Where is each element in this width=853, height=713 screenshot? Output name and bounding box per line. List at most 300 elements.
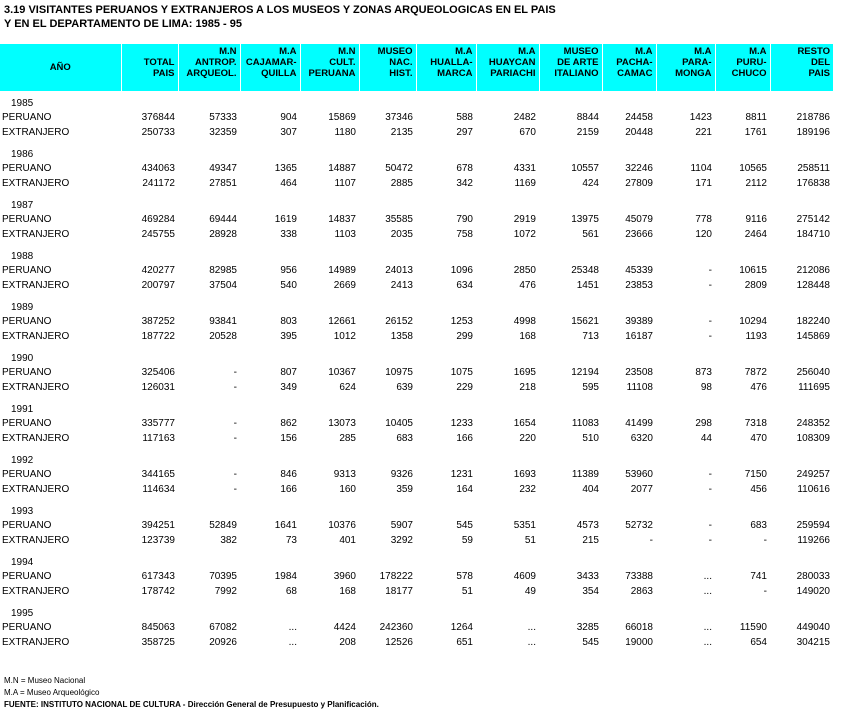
header-column	[770, 44, 833, 91]
table-cell: 595	[582, 382, 599, 393]
year-label: 1995	[11, 608, 34, 619]
table-cell: 588	[456, 112, 473, 123]
header-line: ANTROP.	[194, 57, 237, 68]
row-label: EXTRANJERO	[2, 178, 70, 189]
table-cell: 434063	[141, 163, 175, 174]
table-cell: 2159	[576, 127, 599, 138]
table-cell: ...	[288, 622, 297, 633]
table-cell: 1233	[450, 418, 473, 429]
table-cell: 51	[461, 586, 473, 597]
header-line	[122, 46, 175, 57]
header-line: M.N	[338, 46, 356, 57]
table-cell: 275142	[796, 214, 830, 225]
table-cell: 803	[280, 316, 297, 327]
table-cell: 2135	[390, 127, 413, 138]
table-cell: 212086	[796, 265, 830, 276]
table-cell: 1096	[450, 265, 473, 276]
table-cell: -	[233, 382, 237, 393]
table-cell: 395	[280, 331, 297, 342]
table-cell: 956	[280, 265, 297, 276]
table-row	[0, 416, 833, 431]
row-label: PERUANO	[2, 214, 52, 225]
table-cell: 862	[280, 418, 297, 429]
table-cell: 11389	[571, 469, 599, 480]
table-cell: 476	[750, 382, 767, 393]
table-cell: 4609	[513, 571, 536, 582]
table-cell: 176838	[796, 178, 830, 189]
table-cell: 232	[519, 484, 536, 495]
table-cell: 1641	[274, 520, 297, 531]
table-cell: 256040	[796, 367, 830, 378]
table-cell: 683	[750, 520, 767, 531]
header-line: QUILLA	[261, 68, 297, 79]
table-cell: 678	[456, 163, 473, 174]
header-line: HUALLA-	[430, 57, 473, 68]
table-cell: 1358	[390, 331, 413, 342]
table-cell: ...	[703, 586, 712, 597]
table-row	[0, 161, 833, 176]
table-cell: 69444	[209, 214, 237, 225]
table-cell: 1695	[513, 367, 536, 378]
table-cell: 713	[582, 331, 599, 342]
header-line: M.A	[518, 46, 536, 57]
year-row	[0, 599, 833, 620]
table-cell: 1264	[450, 622, 473, 633]
table-cell: 27809	[625, 178, 653, 189]
table-cell: 758	[456, 229, 473, 240]
year-label: 1989	[11, 302, 34, 313]
header-line: MONGA	[675, 68, 712, 79]
table-cell: 2669	[333, 280, 356, 291]
table-cell: 358725	[141, 637, 175, 648]
table-cell: 57333	[209, 112, 237, 123]
table-cell: 229	[456, 382, 473, 393]
header-line: MUSEO	[563, 46, 599, 57]
table-cell: 285	[339, 433, 356, 444]
table-cell: 741	[750, 571, 767, 582]
header-line: M.A	[749, 46, 767, 57]
table-cell: 1193	[745, 331, 767, 342]
header-line: PAIS	[808, 68, 830, 79]
table-cell: 184710	[796, 229, 830, 240]
table-cell: 259594	[796, 520, 830, 531]
table-cell: 68	[285, 586, 297, 597]
header-line: DEL	[811, 57, 830, 68]
table-cell: 249257	[796, 469, 830, 480]
header-line: AÑO	[49, 62, 71, 73]
table-cell: 53960	[625, 469, 653, 480]
table-cell: 299	[456, 331, 473, 342]
table-cell: -	[708, 469, 712, 480]
table-cell: 23853	[625, 280, 653, 291]
header-line: PARIACHI	[490, 68, 536, 79]
header-line: HIST.	[389, 68, 413, 79]
table-cell: 168	[339, 586, 356, 597]
table-cell: 128448	[796, 280, 830, 291]
year-label: 1987	[11, 200, 34, 211]
table-cell: 1075	[450, 367, 473, 378]
table-cell: 7318	[744, 418, 767, 429]
table-cell: -	[763, 535, 767, 546]
table-cell: 7872	[744, 367, 767, 378]
year-row	[0, 191, 833, 212]
table-subtitle: Y EN EL DEPARTAMENTO DE LIMA: 1985 - 95	[4, 18, 242, 30]
table-cell: 123739	[141, 535, 175, 546]
table-cell: 12661	[328, 316, 356, 327]
table-cell: 387252	[141, 316, 175, 327]
table-cell: 93841	[209, 316, 237, 327]
table-cell: 335777	[141, 418, 175, 429]
table-cell: 1619	[274, 214, 297, 225]
table-cell: 349	[280, 382, 297, 393]
table-cell: 2919	[513, 214, 536, 225]
table-cell: 639	[396, 382, 413, 393]
year-row	[0, 497, 833, 518]
table-cell: 20528	[209, 331, 237, 342]
table-cell: ...	[703, 637, 712, 648]
table-cell: 10557	[571, 163, 599, 174]
row-label: EXTRANJERO	[2, 331, 70, 342]
table-cell: -	[708, 331, 712, 342]
table-cell: 280033	[796, 571, 830, 582]
table-cell: 24458	[625, 112, 653, 123]
table-cell: 258511	[797, 163, 830, 174]
table-cell: -	[708, 280, 712, 291]
header-column	[539, 44, 602, 91]
table-cell: 359	[396, 484, 413, 495]
table-cell: 52732	[625, 520, 653, 531]
header-line: M.A	[455, 46, 473, 57]
table-cell: 2482	[513, 112, 536, 123]
table-cell: 561	[582, 229, 599, 240]
header-line: CAMAC	[617, 68, 653, 79]
table-cell: 49347	[209, 163, 237, 174]
table-cell: 39389	[625, 316, 653, 327]
table-row	[0, 314, 833, 329]
header-line: DE ARTE	[557, 57, 599, 68]
year-label: 1985	[11, 98, 34, 109]
table-cell: 3285	[576, 622, 599, 633]
table-cell: 469284	[141, 214, 175, 225]
table-cell: 807	[280, 367, 297, 378]
table-cell: -	[233, 484, 237, 495]
table-cell: 3292	[390, 535, 413, 546]
table-cell: 45339	[625, 265, 653, 276]
header-column	[240, 44, 300, 91]
table-cell: 13073	[328, 418, 356, 429]
source-note: FUENTE: INSTITUTO NACIONAL DE CULTURA - Dirección General de Presupuesto y Planificación.	[4, 700, 379, 709]
table-cell: 2464	[744, 229, 767, 240]
header-line: PACHA-	[616, 57, 653, 68]
table-row	[0, 518, 833, 533]
table-cell: 778	[695, 214, 712, 225]
header-column	[416, 44, 476, 91]
table-cell: 98	[700, 382, 712, 393]
table-cell: 10565	[739, 163, 767, 174]
table-cell: 338	[280, 229, 297, 240]
table-cell: 404	[582, 484, 599, 495]
table-cell: 250733	[141, 127, 175, 138]
table-cell: 10405	[385, 418, 413, 429]
table-cell: 82985	[209, 265, 237, 276]
table-cell: 178742	[141, 586, 175, 597]
table-cell: 420277	[141, 265, 175, 276]
table-cell: 15621	[571, 316, 599, 327]
table-cell: 18177	[385, 586, 413, 597]
row-label: PERUANO	[2, 469, 52, 480]
table-cell: 2863	[630, 586, 653, 597]
table-cell: 624	[339, 382, 356, 393]
table-cell: 108309	[796, 433, 830, 444]
row-label: EXTRANJERO	[2, 382, 70, 393]
table-row	[0, 227, 833, 242]
header-column	[602, 44, 656, 91]
table-cell: 10615	[739, 265, 767, 276]
table-cell: 382	[220, 535, 237, 546]
table-row	[0, 110, 833, 125]
table-cell: 545	[582, 637, 599, 648]
row-label: PERUANO	[2, 112, 52, 123]
table-cell: 178222	[379, 571, 413, 582]
table-cell: 2077	[630, 484, 653, 495]
row-label: EXTRANJERO	[2, 229, 70, 240]
table-cell: 578	[456, 571, 473, 582]
table-cell: 182240	[796, 316, 830, 327]
year-label: 1990	[11, 353, 34, 364]
row-label: EXTRANJERO	[2, 280, 70, 291]
table-cell: 304215	[796, 637, 830, 648]
year-row	[0, 242, 833, 263]
table-cell: 164	[456, 484, 473, 495]
row-label: EXTRANJERO	[2, 433, 70, 444]
table-cell: 189196	[796, 127, 830, 138]
table-cell: 790	[456, 214, 473, 225]
year-row	[0, 91, 833, 110]
table-cell: 66018	[625, 622, 653, 633]
table-cell: 470	[750, 433, 767, 444]
table-cell: 73388	[625, 571, 653, 582]
table-cell: 297	[456, 127, 473, 138]
table-cell: 37504	[209, 280, 237, 291]
table-cell: 846	[280, 469, 297, 480]
year-label: 1992	[11, 455, 34, 466]
year-row	[0, 446, 833, 467]
table-cell: 114634	[142, 484, 175, 495]
table-cell: ...	[703, 571, 712, 582]
table-cell: 873	[695, 367, 712, 378]
table-cell: 41499	[625, 418, 653, 429]
header-column	[359, 44, 416, 91]
table-cell: 14989	[328, 265, 356, 276]
table-cell: 11083	[571, 418, 599, 429]
table-cell: 6320	[630, 433, 653, 444]
table-cell: -	[649, 535, 653, 546]
table-cell: 166	[280, 484, 297, 495]
table-cell: 476	[519, 280, 536, 291]
table-cell: 14887	[328, 163, 356, 174]
table-cell: ...	[527, 622, 536, 633]
table-cell: 10376	[328, 520, 356, 531]
table-title: 3.19 VISITANTES PERUANOS Y EXTRANJEROS A LOS MUSEOS Y ZONAS ARQUEOLOGICAS EN EL PAIS	[4, 4, 556, 16]
table-cell: 683	[396, 433, 413, 444]
table-cell: 145869	[796, 331, 830, 342]
table-cell: ...	[288, 637, 297, 648]
header-line: RESTO	[797, 46, 830, 57]
table-cell: 166	[456, 433, 473, 444]
table-cell: 52849	[209, 520, 237, 531]
table-cell: -	[233, 433, 237, 444]
table-cell: 171	[695, 178, 712, 189]
table-row	[0, 278, 833, 293]
table-cell: 424	[582, 178, 599, 189]
table-cell: 2413	[390, 280, 413, 291]
table-cell: -	[233, 367, 237, 378]
table-cell: 9313	[333, 469, 356, 480]
table-cell: 654	[750, 637, 767, 648]
row-label: PERUANO	[2, 418, 52, 429]
table-cell: 23508	[625, 367, 653, 378]
table-cell: 1693	[513, 469, 536, 480]
header-line: M.A	[279, 46, 297, 57]
table-cell: 904	[280, 112, 297, 123]
table-cell: 456	[750, 484, 767, 495]
visitors-table	[0, 44, 833, 650]
row-label: PERUANO	[2, 316, 52, 327]
table-cell: 325406	[141, 367, 175, 378]
table-cell: 4998	[513, 316, 536, 327]
row-label: PERUANO	[2, 571, 52, 582]
table-cell: 634	[456, 280, 473, 291]
table-row	[0, 212, 833, 227]
table-cell: 1169	[514, 178, 536, 189]
table-cell: 11108	[626, 382, 653, 393]
table-cell: 126031	[141, 382, 175, 393]
table-cell: 1984	[274, 571, 297, 582]
table-cell: -	[708, 535, 712, 546]
table-cell: 50472	[385, 163, 413, 174]
table-cell: 25348	[571, 265, 599, 276]
note-mn: M.N = Museo Nacional	[4, 676, 86, 685]
table-row	[0, 263, 833, 278]
table-cell: 394251	[141, 520, 175, 531]
table-cell: 7150	[744, 469, 767, 480]
table-cell: 545	[456, 520, 473, 531]
table-cell: 2885	[390, 178, 413, 189]
header-column	[715, 44, 770, 91]
year-row	[0, 548, 833, 569]
table-cell: 1253	[450, 316, 473, 327]
table-cell: 110616	[797, 484, 830, 495]
table-cell: 218786	[796, 112, 830, 123]
table-cell: 670	[519, 127, 536, 138]
table-cell: 10975	[385, 367, 413, 378]
header-column	[300, 44, 359, 91]
row-label: PERUANO	[2, 622, 52, 633]
table-cell: 1180	[334, 127, 356, 138]
year-label: 1994	[11, 557, 34, 568]
table-cell: 49	[524, 586, 536, 597]
table-cell: 45079	[625, 214, 653, 225]
table-cell: 8844	[576, 112, 599, 123]
table-row	[0, 620, 833, 635]
table-cell: 44	[700, 433, 712, 444]
table-row	[0, 329, 833, 344]
table-cell: 218	[519, 382, 536, 393]
table-cell: 28928	[209, 229, 237, 240]
table-row	[0, 365, 833, 380]
header-line: PARA-	[682, 57, 712, 68]
table-cell: 1104	[690, 163, 712, 174]
table-cell: 51	[524, 535, 536, 546]
table-cell: -	[708, 316, 712, 327]
header-row	[0, 44, 833, 91]
year-row	[0, 140, 833, 161]
table-cell: 248352	[796, 418, 830, 429]
table-cell: 449040	[796, 622, 830, 633]
row-label: PERUANO	[2, 163, 52, 174]
table-cell: 37346	[385, 112, 413, 123]
table-cell: 8811	[745, 112, 767, 123]
row-label: EXTRANJERO	[2, 637, 70, 648]
header-line: M.A	[635, 46, 653, 57]
table-cell: 1072	[513, 229, 536, 240]
table-cell: 20926	[209, 637, 237, 648]
row-label: EXTRANJERO	[2, 484, 70, 495]
header-column	[476, 44, 539, 91]
table-cell: 510	[582, 433, 599, 444]
table-cell: 2809	[744, 280, 767, 291]
table-row	[0, 467, 833, 482]
header-line: MARCA	[437, 68, 473, 79]
row-label: EXTRANJERO	[2, 586, 70, 597]
table-cell: 149020	[796, 586, 830, 597]
table-cell: ...	[527, 637, 536, 648]
table-cell: 221	[695, 127, 712, 138]
table-row	[0, 584, 833, 599]
row-label: PERUANO	[2, 265, 52, 276]
table-cell: 11590	[739, 622, 767, 633]
table-cell: ...	[703, 622, 712, 633]
header-column	[656, 44, 715, 91]
table-cell: 73	[285, 535, 297, 546]
year-label: 1993	[11, 506, 34, 517]
table-cell: 401	[339, 535, 356, 546]
table-cell: 617343	[141, 571, 175, 582]
header-line: PAIS	[153, 68, 175, 79]
table-cell: -	[763, 586, 767, 597]
table-cell: 23666	[625, 229, 653, 240]
table-cell: 215	[582, 535, 599, 546]
table-cell: 16187	[625, 331, 653, 342]
table-cell: 117163	[142, 433, 175, 444]
header-line: CHUCO	[731, 68, 767, 79]
table-cell: 10367	[328, 367, 356, 378]
table-cell: 1423	[689, 112, 712, 123]
table-cell: 464	[280, 178, 297, 189]
header-line: ARQUEOL.	[186, 68, 237, 79]
table-cell: 344165	[141, 469, 175, 480]
table-cell: 3960	[333, 571, 356, 582]
year-label: 1991	[11, 404, 34, 415]
table-cell: -	[708, 484, 712, 495]
table-cell: 1231	[450, 469, 473, 480]
table-cell: 342	[456, 178, 473, 189]
table-cell: 19000	[625, 637, 653, 648]
table-row	[0, 125, 833, 140]
table-cell: 13975	[571, 214, 599, 225]
table-cell: 1107	[334, 178, 356, 189]
table-cell: 160	[339, 484, 356, 495]
